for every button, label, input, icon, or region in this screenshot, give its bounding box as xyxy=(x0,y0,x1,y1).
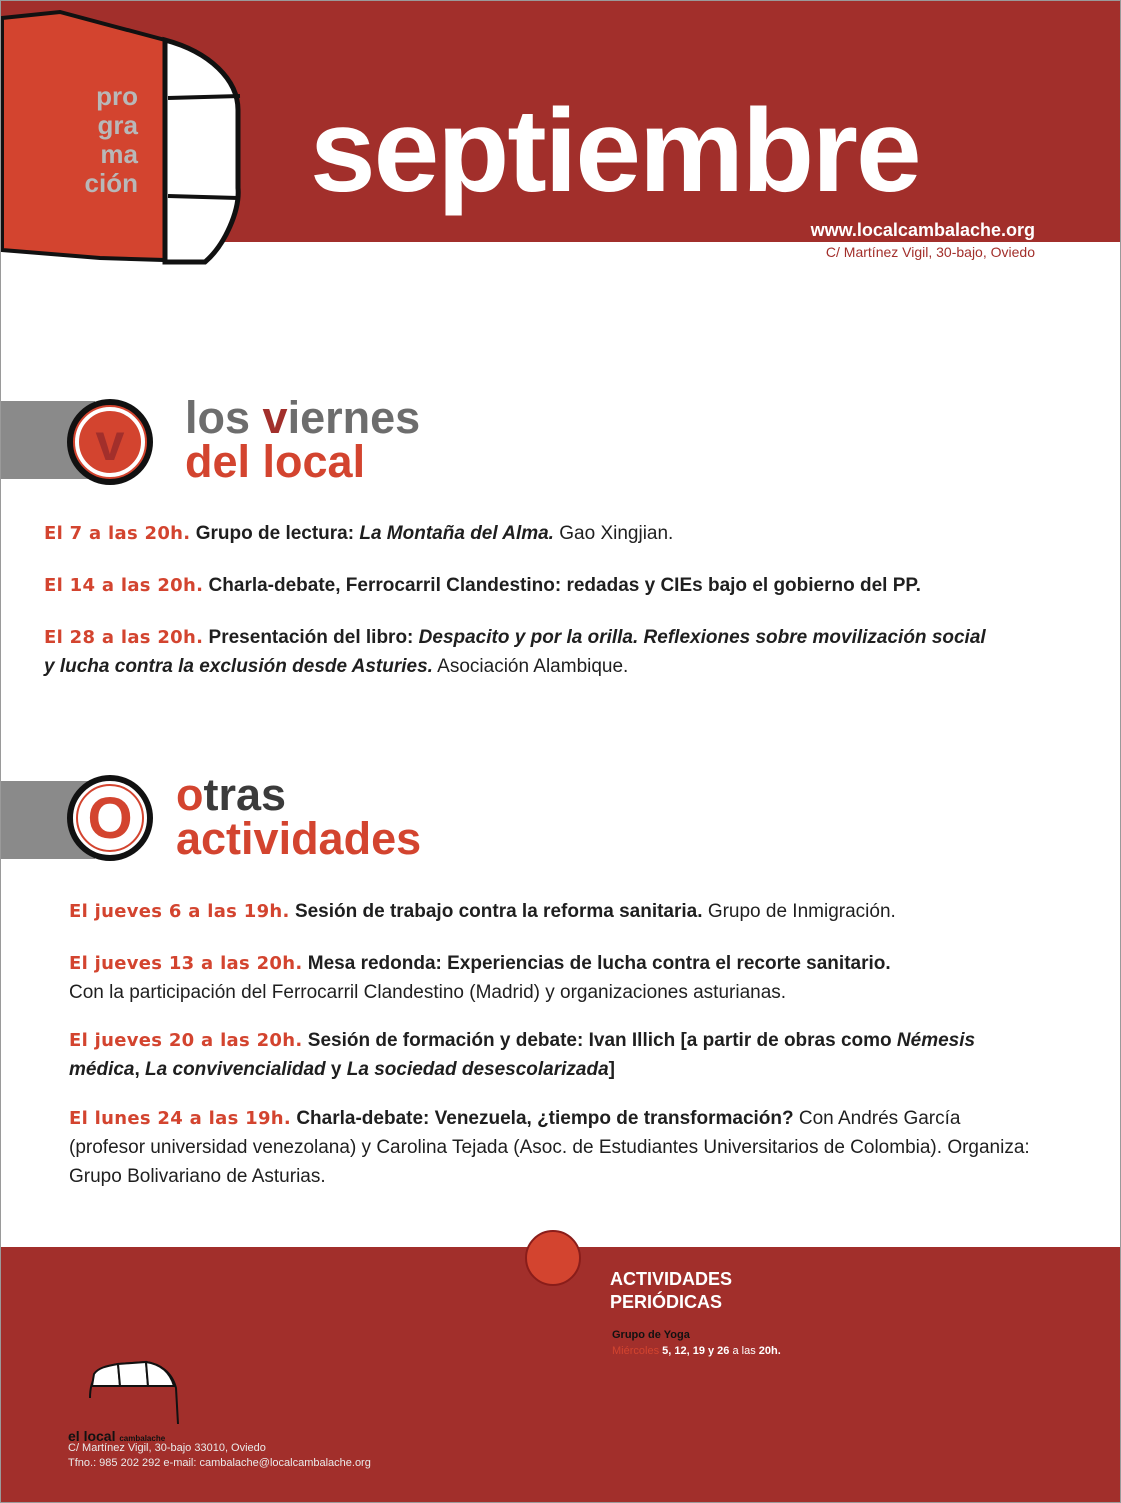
header-address: C/ Martínez Vigil, 30-bajo, Oviedo xyxy=(825,244,1035,260)
prog-line-3: ma xyxy=(100,139,138,169)
event-author: Gao Xingjian. xyxy=(559,523,674,544)
yoga-time: 20h. xyxy=(758,1345,781,1357)
footer-address: C/ Martínez Vigil, 30-bajo 33010, Oviedo xyxy=(68,1442,266,1454)
yoga-at: a las xyxy=(732,1345,756,1357)
event-work-title-1: Despacito y por la orilla. Reflexiones sobre movilización social xyxy=(418,627,986,648)
otras-event-2 xyxy=(69,949,891,1007)
website-link[interactable]: www.localcambalache.org xyxy=(810,220,1035,240)
event-work-title-2: y lucha contra la exclusión desde Asturies. xyxy=(44,656,433,677)
viernes-title-a: los xyxy=(185,392,263,443)
event-heading: Mesa redonda: Experiencias de lucha contra el recorte sanitario. xyxy=(307,953,891,974)
local-name-main: el local xyxy=(68,1428,116,1444)
yoga-day: Miércoles xyxy=(612,1345,660,1357)
yoga-name: Grupo de Yoga xyxy=(612,1329,690,1341)
periodic-title-1: ACTIVIDADES xyxy=(610,1269,733,1289)
otras-title-line2: actividades xyxy=(176,813,422,864)
footer-circle-icon xyxy=(525,1230,581,1286)
prog-line-1: pro xyxy=(96,81,138,111)
otras-event-3 xyxy=(69,1026,1069,1084)
event-heading: Charla-debate, Ferrocarril Clandestino: redadas y CIEs bajo el gobierno del PP. xyxy=(208,575,921,596)
event-and: y xyxy=(330,1059,342,1080)
yoga-dates: 5, 12, 19 y 26 xyxy=(662,1345,730,1357)
event-bracket: ] xyxy=(608,1059,615,1080)
event-date: El lunes 24 a las 19h. xyxy=(69,1108,292,1129)
page-title: septiembre xyxy=(310,85,920,217)
viernes-title-line2: del local xyxy=(185,436,366,487)
prog-line-4: ción xyxy=(84,168,138,198)
event-date: El jueves 6 a las 19h. xyxy=(69,901,290,922)
otras-title-a: o xyxy=(176,769,204,820)
otras-icon-letter: O xyxy=(87,786,133,851)
local-logo-icon xyxy=(88,1358,184,1428)
event-heading: Sesión de formación y debate: Ivan Illich [a partir de obras como xyxy=(307,1030,892,1051)
viernes-title-c: iernes xyxy=(287,392,421,443)
viernes-event-2 xyxy=(44,571,921,600)
event-work-2: La convivencialidad xyxy=(145,1059,326,1080)
event-work-1b: médica xyxy=(69,1059,135,1080)
event-heading: Charla-debate: Venezuela, ¿tiempo de transformación? xyxy=(296,1108,794,1129)
otras-event-1 xyxy=(69,897,896,926)
viernes-title xyxy=(185,392,421,487)
prog-line-2: gra xyxy=(97,110,138,140)
periodic-title xyxy=(610,1268,732,1314)
viernes-title-b: v xyxy=(262,392,288,443)
event-date: El jueves 20 a las 20h. xyxy=(69,1030,303,1051)
event-organizer: Grupo de Inmigración. xyxy=(707,901,896,922)
otras-title-b: tras xyxy=(203,769,287,820)
otras-event-4 xyxy=(69,1104,1069,1191)
event-heading: Presentación del libro: xyxy=(208,627,414,648)
viernes-event-1 xyxy=(44,519,673,548)
event-detail-2: Grupo Bolivariano de Asturias. xyxy=(69,1166,326,1187)
otras-o-icon xyxy=(64,774,160,862)
event-heading: Sesión de trabajo contra la reforma sanitaria. xyxy=(294,901,703,922)
programacion-label xyxy=(76,82,138,198)
viernes-v-icon xyxy=(64,398,160,486)
periodic-title-2: PERIÓDICAS xyxy=(610,1292,723,1312)
event-date: El 28 a las 20h. xyxy=(44,627,204,648)
event-date: El jueves 13 a las 20h. xyxy=(69,953,303,974)
event-date: El 7 a las 20h. xyxy=(44,523,191,544)
event-detail: Con la participación del Ferrocarril Clandestino (Madrid) y organizaciones asturianas. xyxy=(69,982,787,1003)
event-comma: , xyxy=(134,1059,140,1080)
event-work-title: La Montaña del Alma. xyxy=(359,523,554,544)
event-date: El 14 a las 20h. xyxy=(44,575,204,596)
event-work-1a: Némesis xyxy=(896,1030,976,1051)
otras-title xyxy=(176,769,422,864)
event-work-3: La sociedad desescolarizada xyxy=(346,1059,609,1080)
viernes-event-3 xyxy=(44,623,1064,681)
footer-contact xyxy=(68,1441,371,1471)
footer-phone-email[interactable]: Tfno.: 985 202 292 e-mail: cambalache@localcambalache.org xyxy=(68,1457,371,1469)
event-heading: Grupo de lectura: xyxy=(195,523,355,544)
event-organizer: Asociación Alambique. xyxy=(437,656,629,677)
event-detail-1: (profesor universidad venezolana) y Carolina Tejada (Asoc. de Estudiantes Universitarios de Colombia). Organiza: xyxy=(69,1137,1030,1158)
local-name-sub: cambalache xyxy=(119,1434,166,1443)
event-speaker: Con Andrés García xyxy=(798,1108,961,1129)
yoga-schedule xyxy=(612,1345,781,1357)
viernes-icon-letter: v xyxy=(95,414,125,472)
